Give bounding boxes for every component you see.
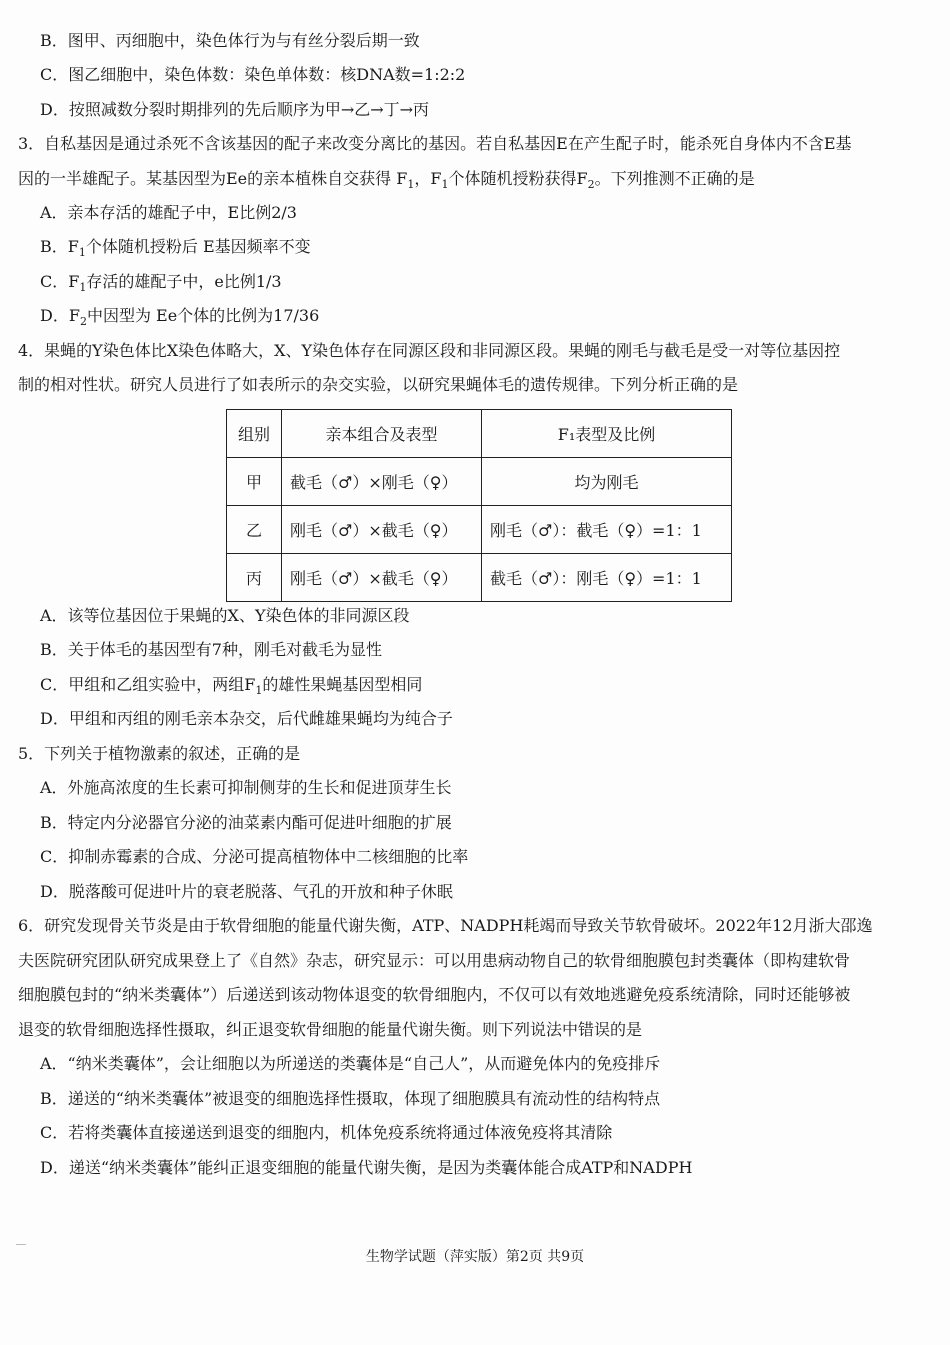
q4-option-b: B．关于体毛的基因型有7种，刚毛对截毛为显性 (40, 640, 382, 659)
cell-parents: 刚毛（♂）×截毛（♀） (282, 506, 482, 554)
q5-option-c: C．抑制赤霉素的合成、分泌可提高植物体中二核细胞的比率 (40, 847, 469, 866)
q3-stem-text-b: ，F (414, 169, 442, 188)
q3-option-d (40, 306, 319, 332)
q3-option-d-prefix: D．F (40, 306, 80, 325)
cell-f1: 均为刚毛 (482, 458, 732, 506)
q3-option-d-text: 中因型为 Ee个体的比例为17/36 (86, 306, 320, 325)
q6-stem-line4: 退变的软骨细胞选择性摄取，纠正退变软骨细胞的能量代谢失衡。则下列说法中错误的是 (18, 1020, 643, 1039)
q3-option-c-prefix: C．F (40, 272, 80, 291)
q4-stem-line1: 4．果蝇的Y染色体比X染色体略大，X、Y染色体存在同源区段和非同源区段。果蝇的刚毛与截毛是受一对等位基因控 (18, 341, 841, 360)
table-row (227, 458, 732, 506)
q4-option-c (40, 675, 422, 701)
cell-parents: 刚毛（♂）×截毛（♀） (282, 554, 482, 602)
q3-option-c-text: 存活的雄配子中，e比例1/3 (86, 272, 282, 291)
q4-option-a: A．该等位基因位于果蝇的X、Y染色体的非同源区段 (40, 606, 410, 625)
q4-option-c-sub: 1 (255, 684, 263, 698)
q3-sub-1a: 1 (407, 178, 415, 192)
scan-mark (16, 1244, 26, 1245)
page-footer: 生物学试题（萍实版）第2页 共9页 (365, 1249, 585, 1265)
q3-sub-2: 2 (587, 178, 595, 192)
q6-option-b: B．递送的“纳米类囊体”被退变的细胞选择性摄取，体现了细胞膜具有流动性的结构特点 (40, 1089, 661, 1108)
cell-group: 丙 (227, 554, 282, 602)
table-header-row (227, 410, 732, 458)
q3-option-a: A．亲本存活的雄配子中，E比例2/3 (40, 203, 297, 222)
q6-option-c: C．若将类囊体直接递送到退变的细胞内，机体免疫系统将通过体液免疫将其清除 (40, 1123, 613, 1142)
q4-stem-line2: 制的相对性状。研究人员进行了如表所示的杂交实验，以研究果蝇体毛的遗传规律。下列分析正确的是 (18, 375, 739, 394)
q3-option-b-sub: 1 (78, 246, 86, 260)
table-row (227, 506, 732, 554)
q6-stem-line3: 细胞膜包封的“纳米类囊体”）后递送到该动物体退变的软骨细胞内，不仅可以有效地逃避免疫系统清除，同时还能够被 (18, 985, 851, 1004)
q6-option-a: A．“纳米类囊体”，会让细胞以为所递送的类囊体是“自己人”，从而避免体内的免疫排斥 (40, 1054, 661, 1073)
q3-stem-text-a: 因的一半雄配子。某基因型为Ee的亲本植株自交获得 F (18, 169, 408, 188)
q3-option-b-prefix: B．F (40, 237, 79, 256)
cell-parents: 截毛（♂）×刚毛（♀） (282, 458, 482, 506)
q2-option-d: D．按照减数分裂时期排列的先后顺序为甲→乙→丁→丙 (40, 100, 430, 119)
cell-f1: 截毛（♂）：刚毛（♀）=1：1 (482, 554, 732, 602)
table-row (227, 554, 732, 602)
q5-option-d: D．脱落酸可促进叶片的衰老脱落、气孔的开放和种子休眠 (40, 882, 453, 901)
cell-group: 乙 (227, 506, 282, 554)
q5-option-a: A．外施高浓度的生长素可抑制侧芽的生长和促进顶芽生长 (40, 778, 452, 797)
q3-option-b-text: 个体随机授粉后 E基因频率不变 (85, 237, 311, 256)
q6-stem-line1: 6．研究发现骨关节炎是由于软骨细胞的能量代谢失衡，ATP、NADPH耗竭而导致关节软骨破坏。2022年12月浙大邵逸 (18, 916, 873, 935)
cell-group: 甲 (227, 458, 282, 506)
q5-option-b: B．特定内分泌器官分泌的油菜素内酯可促进叶细胞的扩展 (40, 813, 452, 832)
q3-stem-text-c: 个体随机授粉获得F (448, 169, 588, 188)
q3-stem-line1: 3．自私基因是通过杀死不含该基因的配子来改变分离比的基因。若自私基因E在产生配子时，能杀死自身体内不含E基 (18, 134, 852, 153)
q3-stem-line2 (18, 169, 755, 195)
q4-option-c-prefix: C．甲组和乙组实验中，两组F (40, 675, 256, 694)
q2-option-b: B．图甲、丙细胞中，染色体行为与有丝分裂后期一致 (40, 31, 420, 50)
q5-stem: 5．下列关于植物激素的叙述，正确的是 (18, 744, 301, 763)
q3-option-b (40, 237, 311, 263)
q6-stem-line2: 夫医院研究团队研究成果登上了《自然》杂志，研究显示：可以用患病动物自己的软骨细胞膜包封类囊体（即构建软骨 (18, 951, 851, 970)
q3-option-d-sub: 2 (79, 315, 87, 329)
q6-option-d: D．递送“纳米类囊体”能纠正退变细胞的能量代谢失衡，是因为类囊体能合成ATP和NADPH (40, 1158, 693, 1177)
q4-option-d: D．甲组和丙组的刚毛亲本杂交，后代雌雄果蝇均为纯合子 (40, 709, 453, 728)
cross-table (226, 409, 732, 602)
q3-stem-text-d: 。下列推测不正确的是 (594, 169, 755, 188)
header-parents: 亲本组合及表型 (282, 410, 482, 458)
cell-f1: 刚毛（♂）：截毛（♀）=1：1 (482, 506, 732, 554)
q2-option-c: C．图乙细胞中，染色体数：染色单体数：核DNA数=1:2:2 (40, 65, 466, 84)
q3-option-c (40, 272, 282, 298)
q3-sub-1b: 1 (441, 178, 449, 192)
q4-option-c-text: 的雄性果蝇基因型相同 (262, 675, 423, 694)
header-f1: F₁表型及比例 (482, 410, 732, 458)
header-group: 组别 (227, 410, 282, 458)
q3-option-c-sub: 1 (79, 281, 87, 295)
